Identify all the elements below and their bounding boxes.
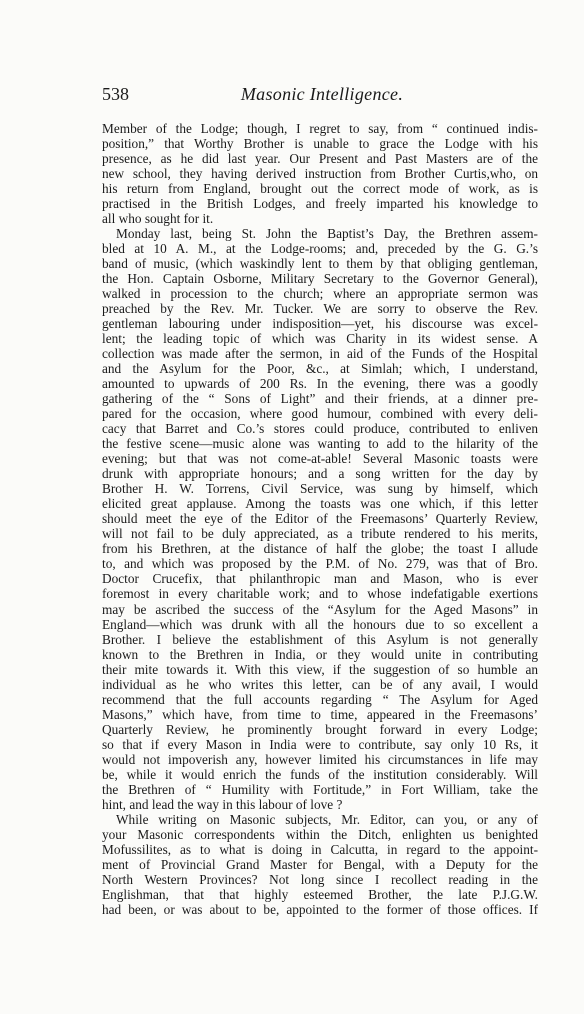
text-line: Member of the Lodge; though, I regret to say, from “ continued indis- bbox=[102, 121, 538, 136]
text-line: collection was made after the sermon, in aid of the Funds of the Hospital bbox=[102, 346, 538, 362]
text-line: from his Brethren, at the distance of half the globe; the toast I allude bbox=[102, 541, 538, 557]
text-line: cacy that Barret and Co.’s stores could produce, contributed to enliven bbox=[102, 421, 538, 437]
text-line: will not fail to be duly appreciated, as a tribute rendered to his merits, bbox=[102, 526, 538, 542]
text-line: should meet the eye of the Editor of the Freemasons’ Quarterly Review, bbox=[102, 511, 538, 527]
text-line: preached by the Rev. Mr. Tucker. We are sorry to observe the Rev. bbox=[102, 301, 538, 317]
text-line: Brother H. W. Torrens, Civil Service, was sung by himself, which bbox=[102, 481, 538, 497]
text-line: North Western Provinces? Not long since I recollect reading in the bbox=[102, 871, 538, 887]
text-line: and the Asylum for the Poor, &c., at Simlah; which, I understand, bbox=[102, 361, 538, 377]
body-text bbox=[102, 121, 538, 917]
text-line: ment of Provincial Grand Master for Bengal, with a Deputy for the bbox=[102, 856, 538, 872]
text-line: to, and which was proposed by the P.M. of No. 279, was that of Bro. bbox=[102, 556, 538, 572]
text-line: While writing on Masonic subjects, Mr. Editor, can you, or any of bbox=[116, 811, 538, 827]
text-line: hint, and lead the way in this labour of love ? bbox=[102, 796, 343, 812]
text-line: may be ascribed the success of the “Asylum for the Aged Masons” in bbox=[102, 601, 538, 617]
text-line: Quarterly Review, he prominently brought forward in every Lodge; bbox=[102, 721, 538, 737]
text-line: would not impoverish any, however limited his circumstances in life may bbox=[102, 751, 538, 767]
text-line: bled at 10 A. M., at the Lodge-rooms; and, preceded by the G. G.’s bbox=[102, 241, 538, 257]
text-line: recommend that the full accounts regarding “ The Asylum for Aged bbox=[102, 691, 538, 707]
text-line: drunk with appropriate honours; and a song written for the day by bbox=[102, 466, 538, 482]
text-line: individual as he who writes this letter, can be of any avail, I would bbox=[102, 676, 538, 692]
text-line: walked in procession to the church; where an appropriate sermon was bbox=[102, 286, 538, 302]
text-line: Masons,” which have, from time to time, appeared in the Freemasons’ bbox=[102, 706, 538, 722]
text-line: elicited great applause. Among the toasts was one which, if this letter bbox=[102, 496, 538, 512]
running-head: Masonic Intelligence. bbox=[240, 84, 404, 104]
text-line: foremost in every charitable work; and to whose indefatigable exertions bbox=[102, 586, 538, 602]
text-line: known to the Brethren in India, or they would unite in contributing bbox=[102, 646, 538, 662]
text-line: their mite towards it. With this view, if the suggestion of so humble an bbox=[102, 661, 538, 677]
text-line: had been, or was about to be, appointed to the former of those offices. If bbox=[102, 901, 538, 917]
page-header bbox=[102, 84, 542, 108]
text-line: all who sought for it. bbox=[102, 211, 214, 227]
text-line: amounted to upwards of 200 Rs. In the evening, there was a goodly bbox=[102, 376, 538, 392]
text-line: Monday last, being St. John the Baptist’s Day, the Brethren assem- bbox=[116, 226, 538, 242]
text-line: Englishman, that that highly esteemed Brother, the late P.J.G.W. bbox=[102, 886, 538, 902]
text-line: so that if every Mason in India were to contribute, say only 10 Rs, it bbox=[102, 736, 538, 752]
text-line: Mofussilites, as to what is doing in Calcutta, in regard to the appoint- bbox=[102, 841, 538, 857]
text-line: lent; the leading topic of which was Charity in its widest sense. A bbox=[102, 331, 538, 347]
text-line: pared for the occasion, where good humour, combined with every deli- bbox=[102, 406, 538, 422]
text-line: position,” that Worthy Brother is unable to grace the Lodge with his bbox=[102, 136, 538, 152]
text-line: new school, they having derived instruction from Brother Curtis,who, on bbox=[102, 166, 538, 182]
text-line: evening; but that was not come-at-able! Several Masonic toasts were bbox=[102, 451, 538, 467]
text-line: presence, as he did last year. Our Present and Past Masters are of the bbox=[102, 151, 538, 167]
text-line: the Hon. Captain Osborne, Military Secretary to the Governor General), bbox=[102, 271, 538, 287]
text-line: gentleman labouring under indisposition—yet, his discourse was excel- bbox=[102, 316, 538, 332]
text-line: Brother. I believe the establishment of this Asylum is not generally bbox=[102, 631, 538, 647]
text-line: England—which was drunk with all the honours due to so excellent a bbox=[102, 616, 538, 632]
text-line: his return from England, brought out the correct mode of work, as is bbox=[102, 181, 538, 197]
text-line: band of music, (which waskindly lent to them by that obliging gentleman, bbox=[102, 256, 538, 272]
text-line: the festive scene—music alone was wanting to add to the hilarity of the bbox=[102, 436, 538, 452]
text-line: the Brethren of “ Humility with Fortitude,” in Fort William, take the bbox=[102, 781, 538, 797]
text-line: your Masonic correspondents within the Ditch, enlighten us benighted bbox=[102, 826, 538, 842]
text-line: Doctor Crucefix, that philanthropic man and Mason, who is ever bbox=[102, 571, 538, 587]
page-number: 538 bbox=[102, 84, 129, 104]
text-line: be, while it would enrich the funds of the institution considerably. Will bbox=[102, 766, 538, 782]
text-line: practised in the British Lodges, and freely imparted his knowledge to bbox=[102, 196, 538, 212]
text-line: gathering of the “ Sons of Light” and their friends, at a dinner pre- bbox=[102, 391, 538, 407]
